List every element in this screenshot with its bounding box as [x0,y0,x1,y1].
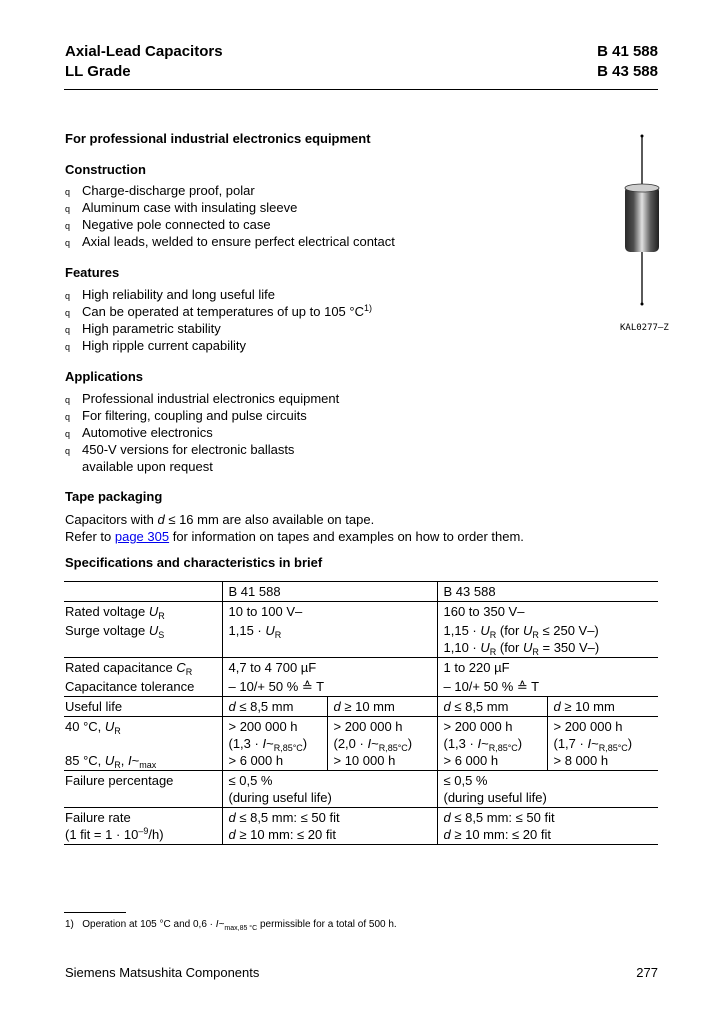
footer-company: Siemens Matsushita Components [65,965,260,980]
col-header-2: B 43 588 [437,582,658,602]
cell: – 10/+ 50 % ≙ T [222,677,437,697]
bullet-icon: q [65,395,71,405]
page-305-link[interactable]: page 305 [114,529,170,544]
construction-heading: Construction [65,162,146,177]
row-label: Failure percentage [65,773,174,788]
construction-item: Axial leads, welded to ensure perfect electrical contact [82,234,395,249]
cell: $1,15 \cdot U_R$ [222,621,437,658]
cell: d ≥ 10 mm [327,697,437,717]
construction-item: Negative pole connected to case [82,217,271,232]
cell: 4,7 to 4 700 µF [222,658,437,678]
page-number: 277 [636,965,658,980]
construction-item: Aluminum case with insulating sleeve [82,200,298,215]
capacitor-drawing [612,132,674,344]
applications-heading: Applications [65,369,144,384]
table-row [64,602,658,622]
bullet-icon: q [65,291,71,301]
table-row [64,582,658,602]
bullet-icon: q [65,342,71,352]
tape-heading: Tape packaging [65,489,163,504]
bullet-icon: q [65,325,71,335]
cell: > 200 000 h $(1,7 \cdot I\sim_{R,85^\circ C})$ > 8 000 h [547,717,658,771]
table-row [64,658,658,678]
bullet-icon: q [65,187,71,197]
application-item: 450-V versions for electronic ballasts [82,442,295,457]
part-number-1: B 41 588 [597,43,658,60]
intro-heading: For professional industrial electronics equipment [65,131,371,146]
construction-item: Charge-discharge proof, polar [82,183,255,198]
footnote: 1) Operation at 105 °C and $0,6 \cdot I\sim_{max,85 ^\circ C}$ permissible for a total of 500 h. [65,919,397,932]
cell: > 200 000 h $(2,0 \cdot I\sim_{R,85^\circ C})$ > 10 000 h [327,717,437,771]
cell: 160 to 350 V– [437,602,658,622]
footnote-ref: 1) [364,303,373,313]
row-label: Rated capacitance $C_R$ [65,660,193,677]
title-line-1: Axial-Lead Capacitors [65,43,223,60]
cell: $1,15 \cdot U_R$ (for $U_R \le 250$ V–) $1,10 \cdot U_R$ (for $U_R = 350$ V–) [437,621,658,658]
part-number-2: B 43 588 [597,63,658,80]
cell: 1 to 220 µF [437,658,658,678]
cell: ≤ 0,5 % (during useful life) [437,771,658,808]
footnote-rule [64,912,126,913]
row-label: Capacitance tolerance [65,679,195,694]
feature-item: High ripple current capability [82,338,247,353]
row-label: Rated voltage $U_R$ [65,604,165,621]
spec-heading: Specifications and characteristics in brief [65,555,323,570]
row-label: 40 °C, $U_R$ 85 °C, $U_R$, $I\sim_{max}$ [65,719,157,770]
features-heading: Features [65,265,120,280]
part-numbers [597,42,658,82]
application-item: Automotive electronics [82,425,213,440]
bullet-icon: q [65,429,71,439]
col-header-1: B 41 588 [222,582,437,602]
bullet-icon: q [65,238,71,248]
feature-item: High reliability and long useful life [82,287,275,302]
application-item-continued: available upon request [82,459,213,474]
row-label: Surge voltage $U_S$ [65,623,165,640]
feature-item: Can be operated at temperatures of up to 105 $^\circ C^{1)}$ [82,303,373,319]
row-label: Failure rate (1 fit = $1 \cdot 10^{-9}/h$) [65,810,164,842]
document-title [65,42,223,82]
spec-table [64,581,658,845]
bullet-icon: q [65,221,71,231]
table-row [64,717,658,771]
tape-line-1: Capacitors with d ≤ 16 mm are also available on tape. [65,512,375,527]
table-row [64,771,658,808]
bullet-icon: q [65,412,71,422]
header-rule [64,89,658,90]
cell: d ≥ 10 mm [547,697,658,717]
cell: d ≤ 8,5 mm: ≤ 50 fit d ≥ 10 mm: ≤ 20 fit [437,808,658,845]
table-row [64,621,658,658]
cell: d ≤ 8,5 mm [437,697,547,717]
cell: – 10/+ 50 % ≙ T [437,677,658,697]
cell: d ≤ 8,5 mm: ≤ 50 fit d ≥ 10 mm: ≤ 20 fit [222,808,437,845]
cell: 10 to 100 V– [222,602,437,622]
application-item: For filtering, coupling and pulse circuits [82,408,307,423]
cell: d ≤ 8,5 mm [222,697,327,717]
table-row [64,808,658,845]
row-label: Useful life [65,699,123,714]
title-line-2: LL Grade [65,63,131,80]
tape-line-2: Refer to page 305 for information on tapes and examples on how to order them. [65,529,524,544]
cell: ≤ 0,5 % (during useful life) [222,771,437,808]
bullet-icon: q [65,308,71,318]
application-item: Professional industrial electronics equipment [82,391,340,406]
cell: > 200 000 h $(1,3 \cdot I\sim_{R,85^\circ C})$ > 6 000 h [437,717,547,771]
bullet-icon: q [65,446,71,456]
cell: > 200 000 h $(1,3 \cdot I\sim_{R,85^\circ C})$ > 6 000 h [222,717,327,771]
table-row [64,677,658,697]
bullet-icon: q [65,204,71,214]
table-row [64,697,658,717]
figure-label: KAL0277–Z [620,323,669,333]
feature-item: High parametric stability [82,321,221,336]
